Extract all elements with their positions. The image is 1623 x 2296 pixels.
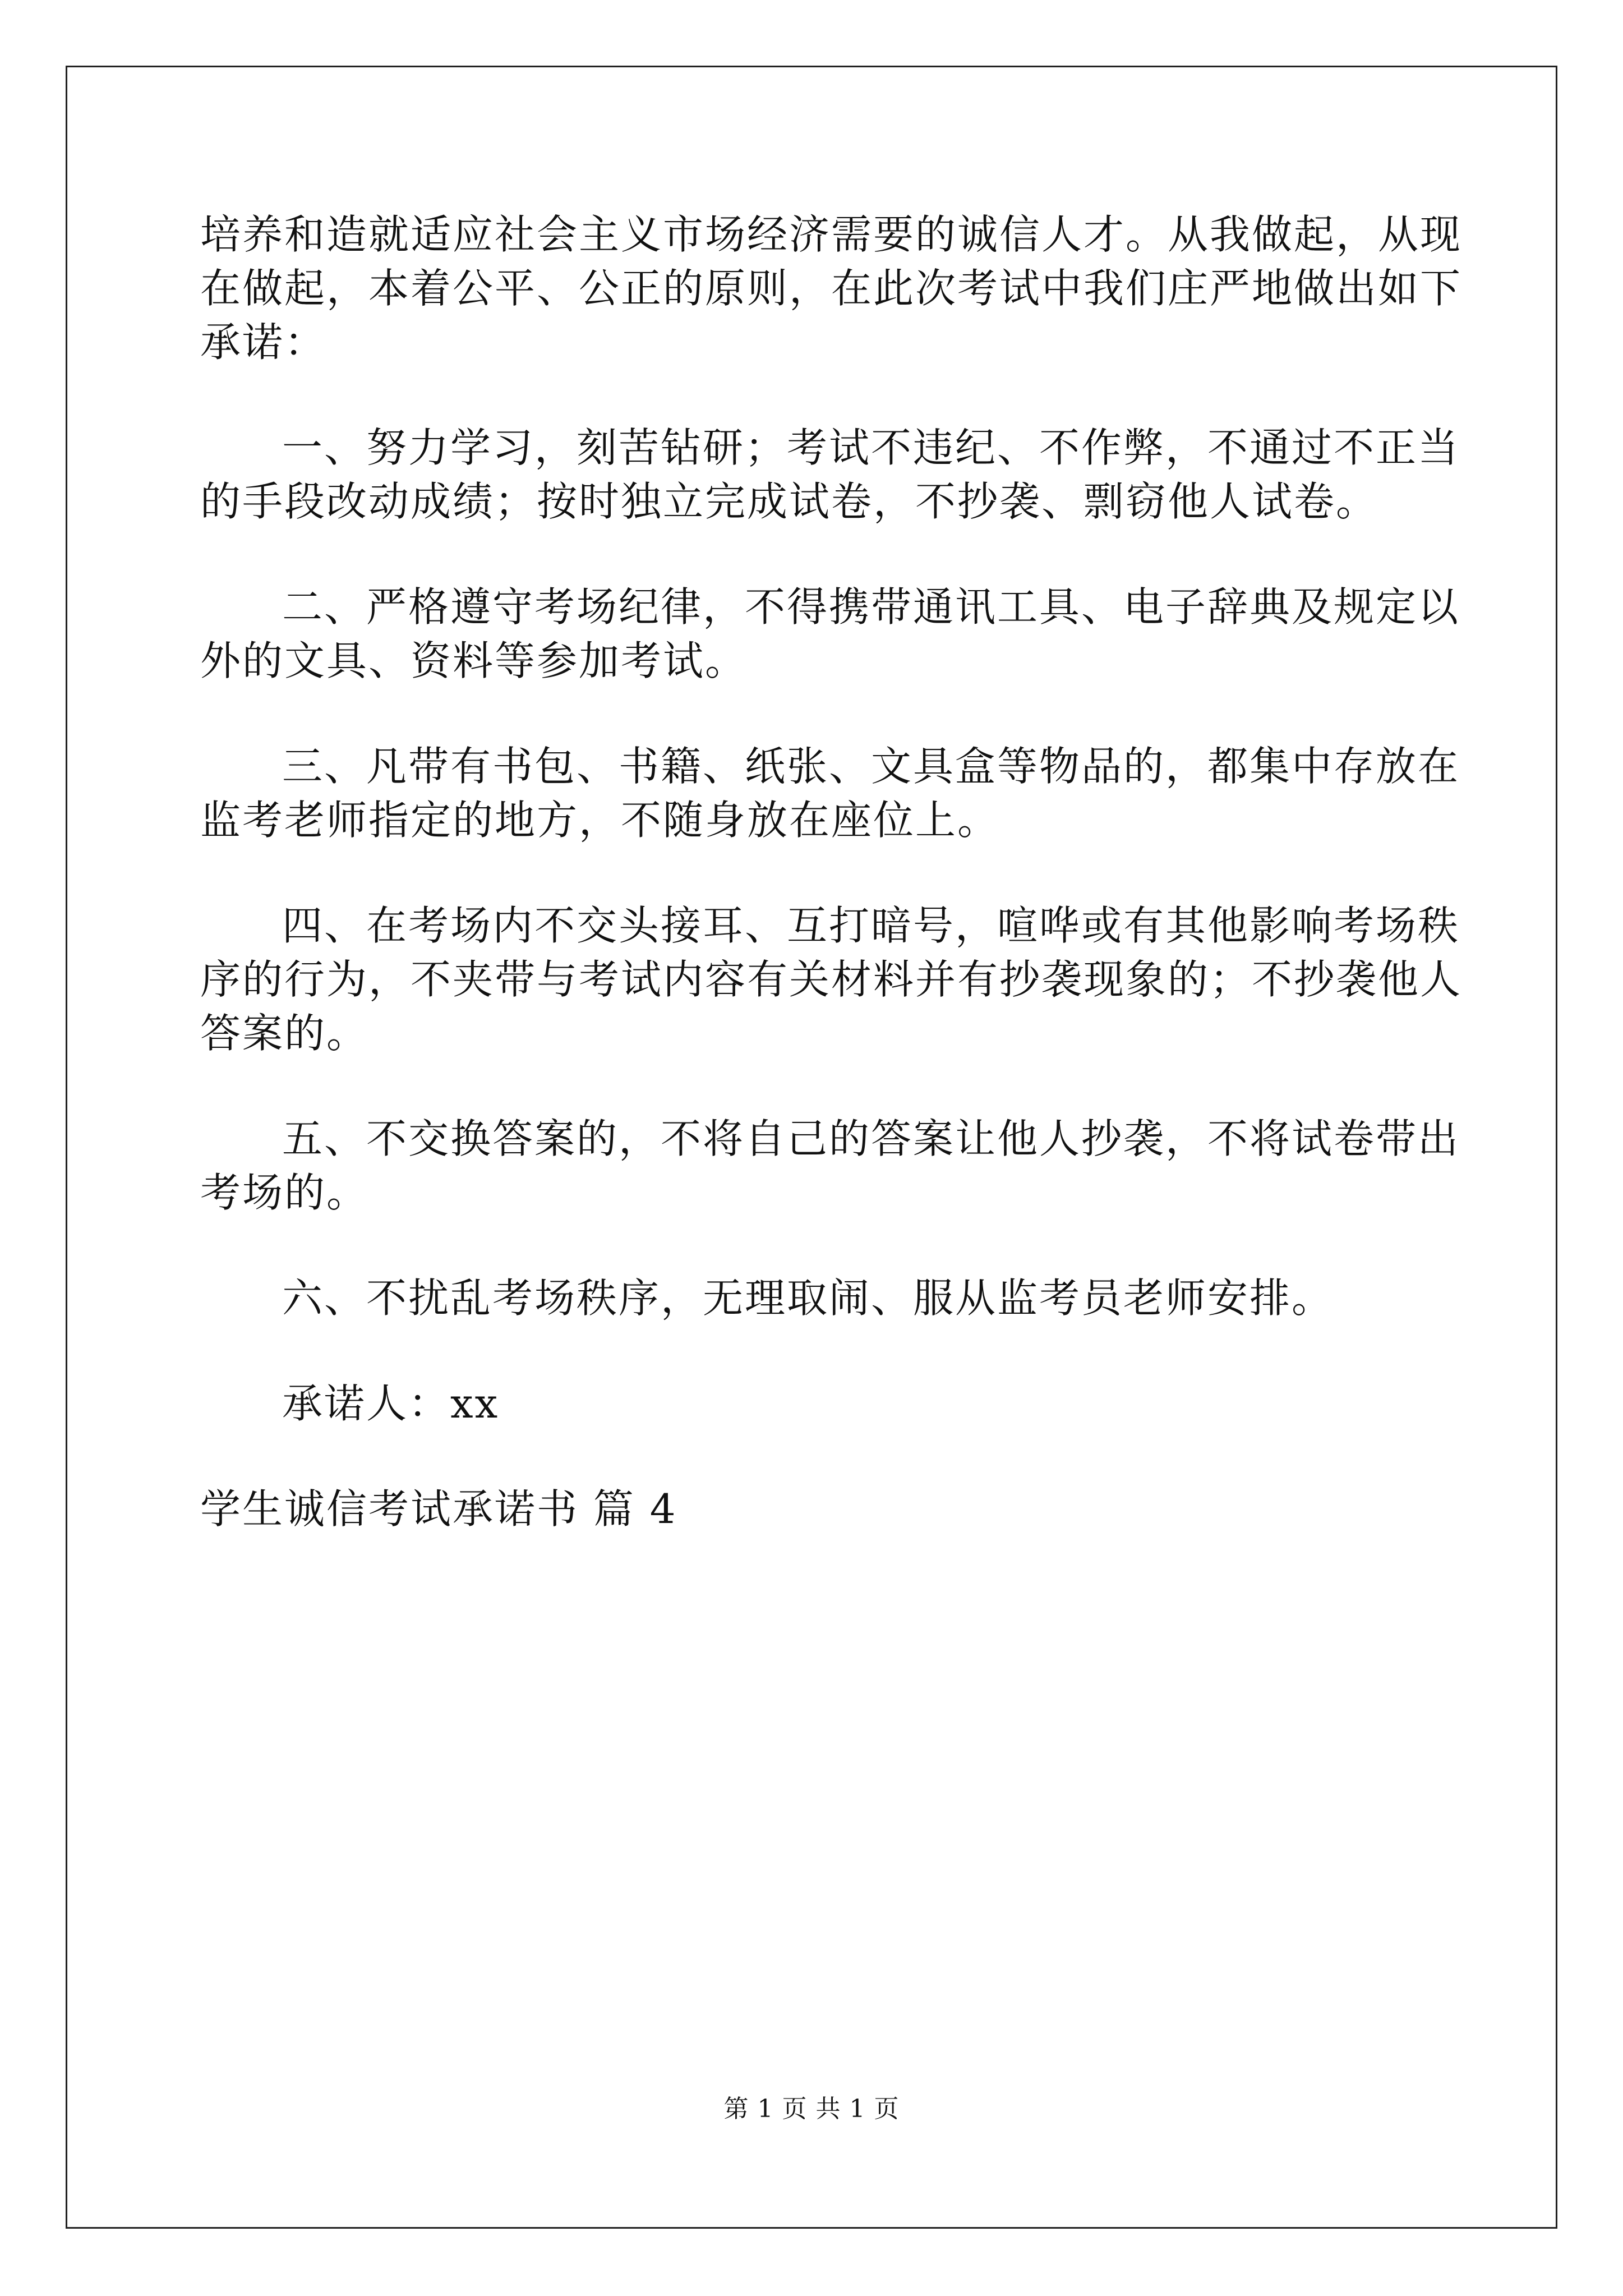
pledge-item-4 — [200, 899, 1463, 1060]
pledge-line: 外的文具、资料等参加考试。 — [200, 637, 748, 684]
intro-line: 在做起，本着公平、公正的原则，在此次考试中我们庄严地做出如下 — [200, 265, 1463, 312]
pledge-item-2 — [200, 580, 1460, 688]
document-body — [200, 208, 1463, 1536]
pledge-line: 考场的。 — [200, 1169, 369, 1216]
pledge-line: 答案的。 — [200, 1010, 369, 1057]
intro-paragraph — [200, 208, 1463, 369]
pledge-line: 五、不交换答案的，不将自己的答案让他人抄袭，不将试卷带出 — [282, 1115, 1460, 1162]
pledge-line: 序的行为，不夹带与考试内容有关材料并有抄袭现象的；不抄袭他人 — [200, 956, 1463, 1003]
pledge-line: 四、在考场内不交头接耳、互打暗号，喧哗或有其他影响考场秩 — [282, 902, 1460, 949]
intro-line: 培养和造就适应社会主义市场经济需要的诚信人才。从我做起，从现 — [200, 211, 1463, 258]
intro-line: 承诺： — [200, 319, 327, 366]
pledge-item-6 — [200, 1271, 1423, 1325]
page-number: 第 1 页 共 1 页 — [723, 2095, 900, 2123]
pledge-item-3 — [200, 739, 1460, 847]
pledge-line: 一、努力学习，刻苦钻研；考试不违纪、不作弊，不通过不正当 — [282, 424, 1460, 471]
signature-line: 承诺人：xx — [282, 1380, 500, 1427]
pledge-line: 二、严格遵守考场纪律，不得携带通讯工具、电子辞典及规定以 — [282, 583, 1460, 631]
pledge-line: 三、凡带有书包、书籍、纸张、文具盒等物品的，都集中存放在 — [282, 743, 1460, 790]
pledge-item-1 — [200, 421, 1460, 528]
pledge-line: 的手段改动成绩；按时独立完成试卷，不抄袭、剽窃他人试卷。 — [200, 478, 1378, 525]
pledge-line: 六、不扰乱考场秩序，无理取闹、服从监考员老师安排。 — [282, 1274, 1334, 1322]
pledge-item-5 — [200, 1112, 1460, 1220]
pledge-line: 监考老师指定的地方，不随身放在座位上。 — [200, 797, 1000, 844]
section-heading: 学生诚信考试承诺书 篇 4 — [200, 1485, 677, 1533]
